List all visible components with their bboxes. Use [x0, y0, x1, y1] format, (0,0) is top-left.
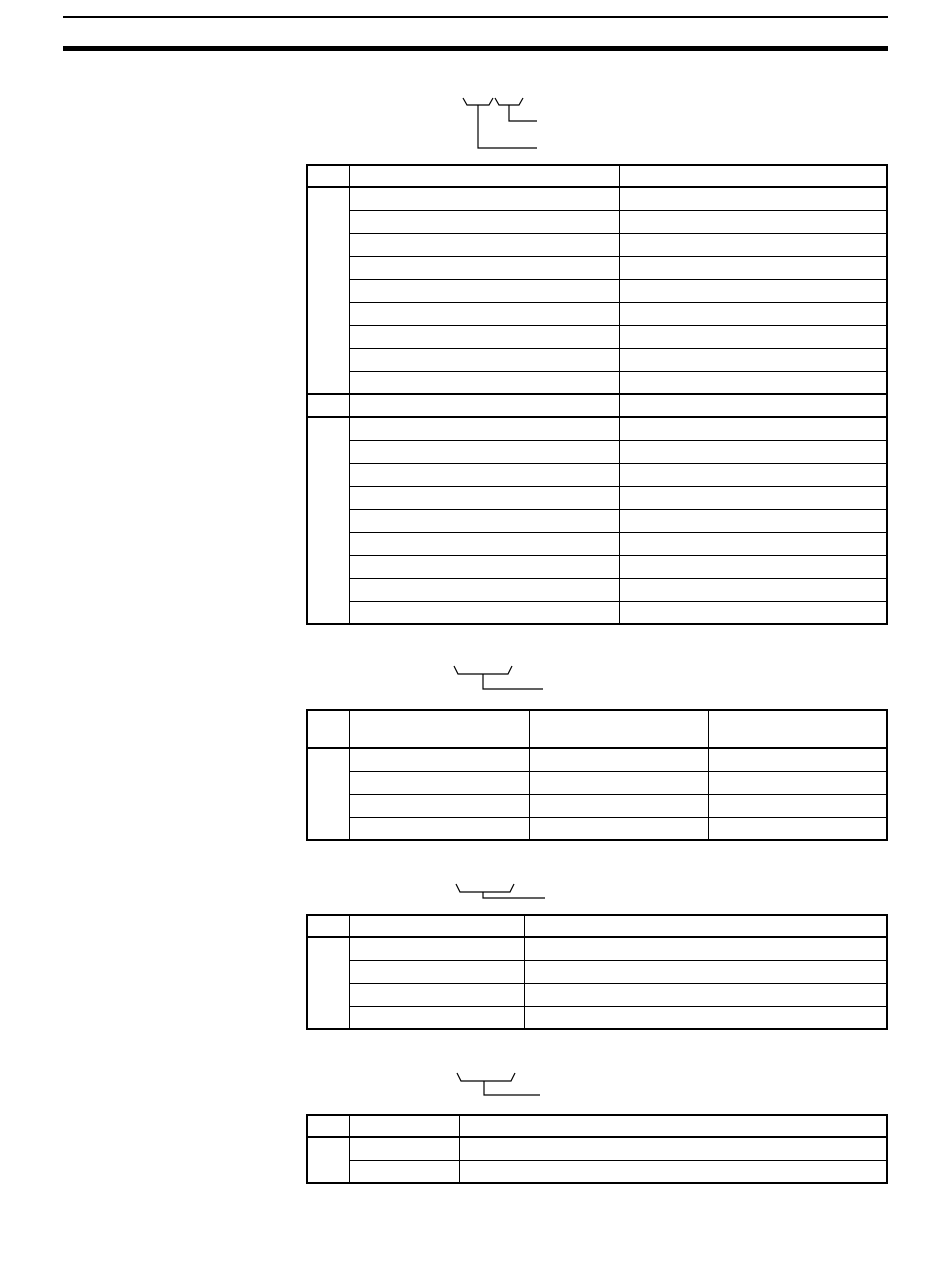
- header-cell: [349, 710, 529, 748]
- table-cell: [529, 771, 708, 794]
- table-cell: [349, 748, 529, 771]
- table-row: [307, 1006, 887, 1029]
- table-row: [307, 325, 887, 348]
- table-row: [307, 1137, 887, 1160]
- table-2: [306, 709, 888, 841]
- table-row: [307, 302, 887, 325]
- table-4-body: [307, 1115, 887, 1183]
- table-cell: [349, 348, 619, 371]
- table-row: [307, 555, 887, 578]
- table-cell: [349, 325, 619, 348]
- table-3: [306, 914, 888, 1030]
- table-3-body: [307, 915, 887, 1029]
- table-cell: [619, 210, 887, 233]
- table-row: [307, 601, 887, 624]
- table-cell: [349, 371, 619, 394]
- format-diagram-3: [452, 880, 552, 902]
- header-cell: [307, 165, 349, 187]
- table-row: [307, 210, 887, 233]
- group-label-cell: [307, 417, 349, 624]
- table-row: [307, 578, 887, 601]
- group-label-cell: [307, 1137, 349, 1183]
- header-cell: [349, 1115, 459, 1137]
- table-4: [306, 1114, 888, 1184]
- format-diagram-2: [450, 662, 550, 694]
- table-cell: [459, 1137, 887, 1160]
- table-row: [307, 748, 887, 771]
- format-diagram-4: [453, 1069, 553, 1099]
- table-cell: [349, 463, 619, 486]
- table-cell: [708, 748, 887, 771]
- header-cell: [307, 915, 349, 937]
- table-cell: [708, 771, 887, 794]
- group-label-cell: [307, 937, 349, 1029]
- table-row: [307, 394, 887, 417]
- table-cell: [524, 960, 887, 983]
- table-cell: [349, 771, 529, 794]
- table-1: [306, 164, 888, 625]
- group-label-cell: [307, 187, 349, 394]
- header-cell: [307, 1115, 349, 1137]
- table-row: [307, 532, 887, 555]
- table-header-row: [307, 710, 887, 748]
- table-cell: [708, 794, 887, 817]
- table-row: [307, 440, 887, 463]
- table-cell: [349, 601, 619, 624]
- table-cell: [619, 348, 887, 371]
- format-diagram-1: [455, 95, 555, 155]
- table-cell: [349, 486, 619, 509]
- table-row: [307, 960, 887, 983]
- table-cell: [349, 394, 619, 417]
- table-row: [307, 417, 887, 440]
- header-cell: [349, 915, 524, 937]
- header-cell: [307, 710, 349, 748]
- table-cell: [349, 532, 619, 555]
- table-cell: [349, 555, 619, 578]
- table-cell: [619, 325, 887, 348]
- table-cell: [349, 417, 619, 440]
- table-row: [307, 233, 887, 256]
- table-cell: [619, 302, 887, 325]
- table-row: [307, 279, 887, 302]
- table-row: [307, 463, 887, 486]
- table-cell: [349, 1160, 459, 1183]
- table-cell: [349, 187, 619, 210]
- table-cell: [619, 509, 887, 532]
- table-row: [307, 348, 887, 371]
- table-2-body: [307, 710, 887, 840]
- table-cell: [349, 983, 524, 1006]
- header-cell: [529, 710, 708, 748]
- table-row: [307, 937, 887, 960]
- table-row: [307, 371, 887, 394]
- table-cell: [529, 748, 708, 771]
- table-header-row: [307, 1115, 887, 1137]
- table-row: [307, 794, 887, 817]
- table-cell: [529, 794, 708, 817]
- table-cell: [619, 371, 887, 394]
- table-row: [307, 256, 887, 279]
- table-cell: [619, 578, 887, 601]
- table-cell: [349, 279, 619, 302]
- header-cell: [619, 165, 887, 187]
- table-cell: [349, 256, 619, 279]
- header-cell: [524, 915, 887, 937]
- table-cell: [619, 233, 887, 256]
- table-cell: [349, 233, 619, 256]
- group-label-cell: [307, 748, 349, 840]
- table-cell: [349, 210, 619, 233]
- table-row: [307, 817, 887, 840]
- table-cell: [524, 1006, 887, 1029]
- table-cell: [619, 440, 887, 463]
- table-row: [307, 1160, 887, 1183]
- table-cell: [349, 440, 619, 463]
- table-cell: [708, 817, 887, 840]
- table-header-row: [307, 165, 887, 187]
- table-cell: [349, 1006, 524, 1029]
- table-cell: [349, 937, 524, 960]
- table-cell: [619, 463, 887, 486]
- table-cell: [619, 279, 887, 302]
- header-rule-thick: [63, 46, 888, 51]
- table-1-body: [307, 165, 887, 624]
- table-row: [307, 486, 887, 509]
- table-cell: [619, 486, 887, 509]
- table-cell: [524, 937, 887, 960]
- table-cell: [524, 983, 887, 1006]
- table-row: [307, 983, 887, 1006]
- table-row: [307, 509, 887, 532]
- header-cell: [708, 710, 887, 748]
- header-cell: [459, 1115, 887, 1137]
- table-cell: [349, 509, 619, 532]
- table-cell: [349, 578, 619, 601]
- table-cell: [619, 187, 887, 210]
- table-cell: [529, 817, 708, 840]
- table-cell: [459, 1160, 887, 1183]
- group-label-cell: [307, 394, 349, 417]
- table-cell: [619, 532, 887, 555]
- table-cell: [349, 817, 529, 840]
- table-cell: [619, 601, 887, 624]
- table-cell: [619, 394, 887, 417]
- table-cell: [619, 417, 887, 440]
- header-cell: [349, 165, 619, 187]
- table-cell: [349, 1137, 459, 1160]
- table-cell: [349, 794, 529, 817]
- table-cell: [349, 960, 524, 983]
- header-rule-thin: [63, 16, 888, 18]
- table-row: [307, 771, 887, 794]
- table-cell: [349, 302, 619, 325]
- table-row: [307, 187, 887, 210]
- table-cell: [619, 256, 887, 279]
- table-cell: [619, 555, 887, 578]
- table-header-row: [307, 915, 887, 937]
